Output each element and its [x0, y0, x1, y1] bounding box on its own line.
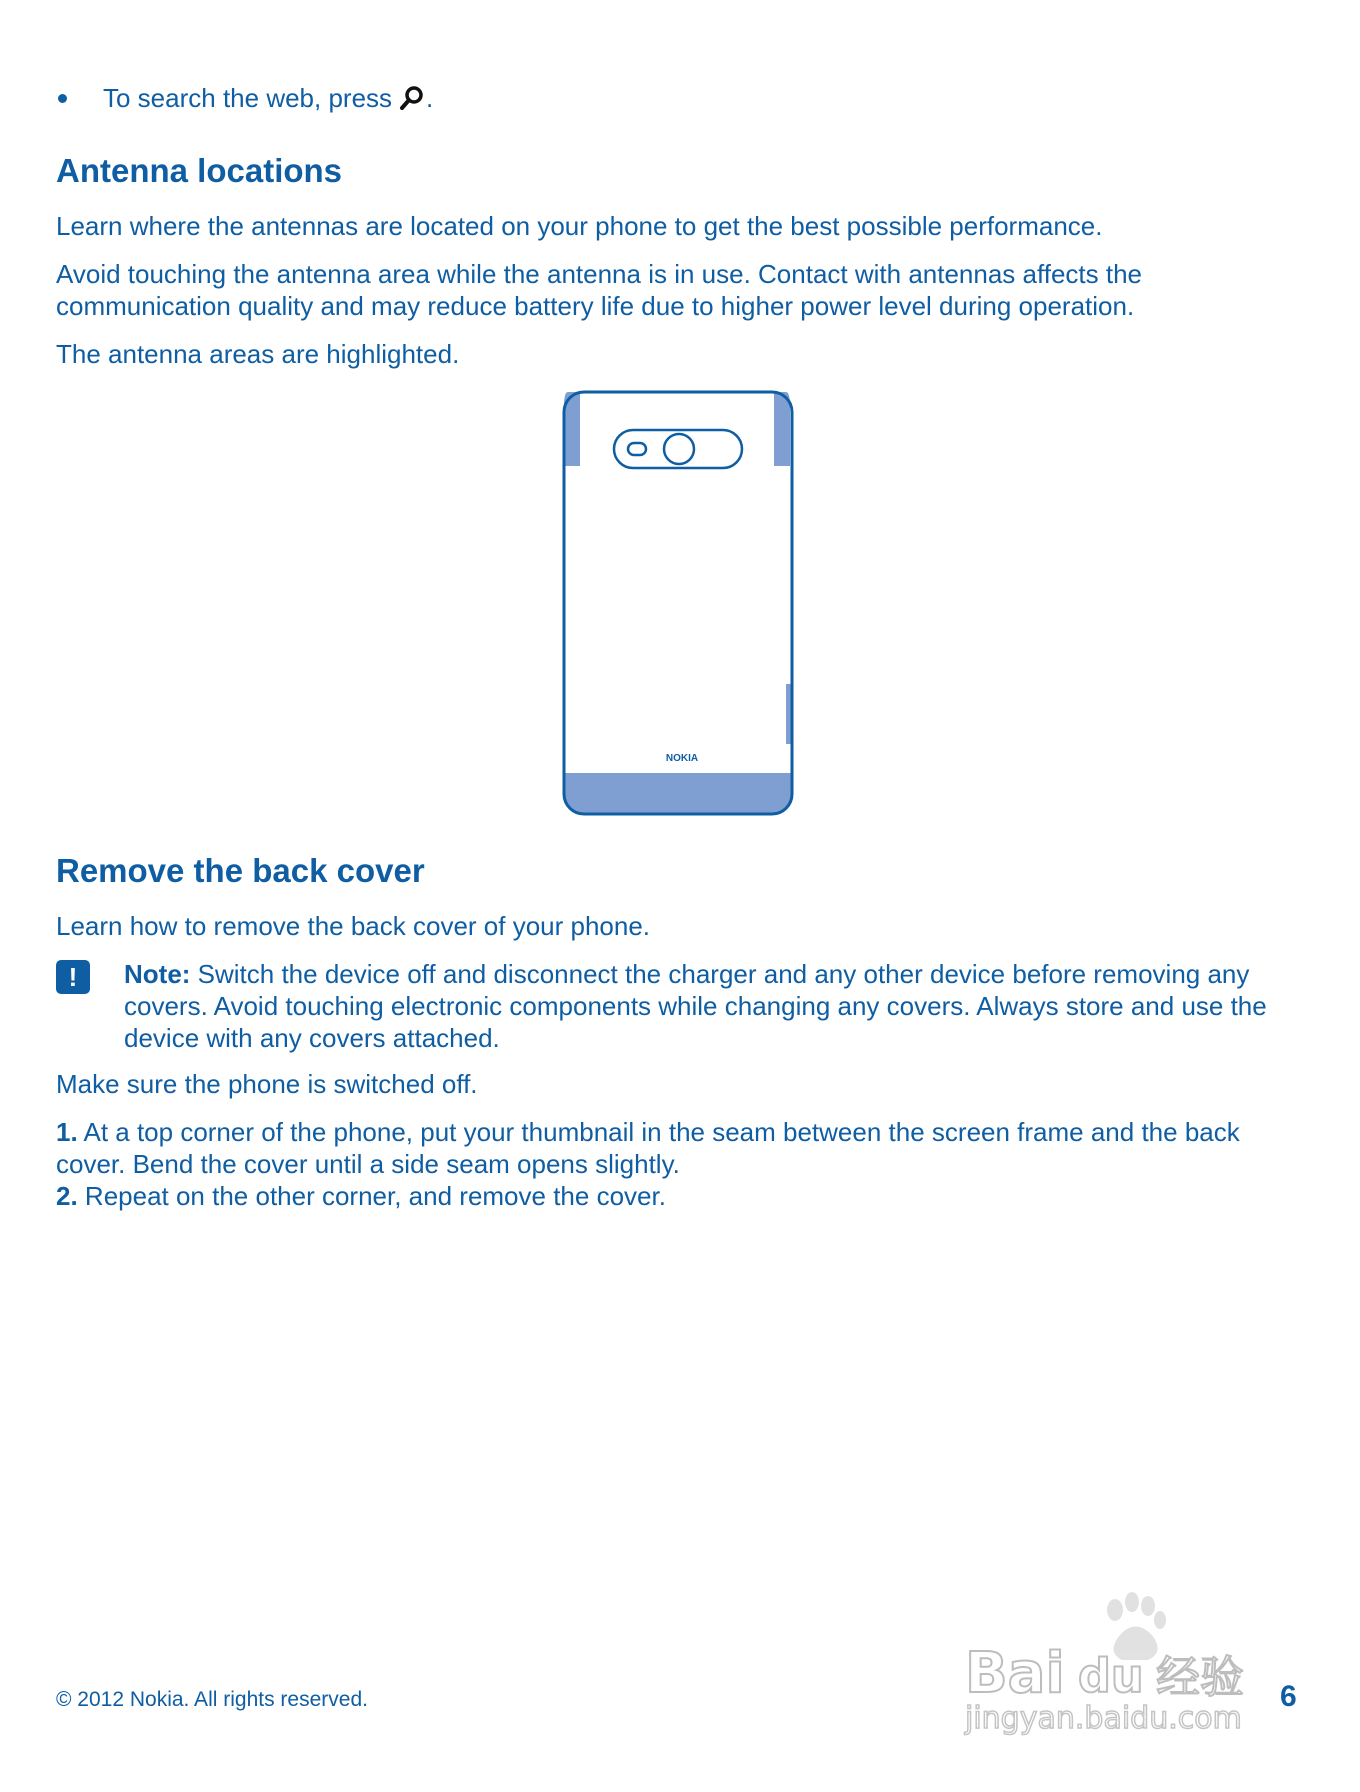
phone-antenna-illustration	[560, 388, 800, 818]
bullet-dot	[58, 94, 67, 103]
svg-text:经验: 经验	[1156, 1652, 1244, 1703]
step-2	[56, 1180, 1306, 1212]
antenna-heading: Antenna locations	[56, 152, 343, 189]
copyright-footer: © 2012 Nokia. All rights reserved.	[56, 1688, 368, 1711]
step-text: Repeat on the other corner, and remove the cover.	[77, 1181, 666, 1211]
note-text	[124, 958, 1314, 1054]
antenna-highlighted-note: The antenna areas are highlighted.	[56, 339, 460, 369]
search-text-end: .	[426, 83, 434, 113]
antenna-intro: Learn where the antennas are located on your phone to get the best possible performance.	[56, 211, 1103, 241]
svg-text:jingyan.baidu.com: jingyan.baidu.com	[965, 1701, 1242, 1736]
phone-brand-logo: NOKIA	[665, 753, 699, 764]
svg-text:du: du	[1078, 1649, 1144, 1703]
step-number: 1.	[56, 1117, 78, 1147]
switched-off-instruction: Make sure the phone is switched off.	[56, 1069, 478, 1099]
note-warning-icon: !	[56, 960, 90, 994]
note-label: Note:	[124, 959, 191, 989]
search-text: To search the web, press	[103, 83, 393, 113]
step-1	[56, 1116, 1306, 1180]
step-text: At a top corner of the phone, put your thumbnail in the seam between the screen frame and the back cover. Bend the cover until a side seam opens slightly.	[56, 1117, 1240, 1179]
antenna-area-bottom	[564, 773, 792, 814]
camera-module	[614, 430, 742, 468]
search-bullet	[56, 82, 433, 114]
antenna-warning: Avoid touching the antenna area while the antenna is in use. Contact with antennas affects the communication quality and may reduce battery life due to higher power level during operation.	[56, 259, 1143, 321]
search-icon	[398, 84, 426, 112]
page-number: 6	[1280, 1680, 1297, 1713]
back-cover-intro: Learn how to remove the back cover of your phone.	[56, 911, 651, 941]
svg-text:Bai: Bai	[965, 1641, 1065, 1706]
antenna-area-top-right	[774, 392, 790, 466]
back-cover-heading: Remove the back cover	[56, 852, 425, 889]
note-body: Switch the device off and disconnect the charger and any other device before removing any covers. Avoid touching electronic components while changing any covers. Always store and use the device with any covers attached.	[124, 959, 1267, 1053]
step-number: 2.	[56, 1181, 78, 1211]
baidu-watermark-logo	[960, 1580, 1280, 1740]
